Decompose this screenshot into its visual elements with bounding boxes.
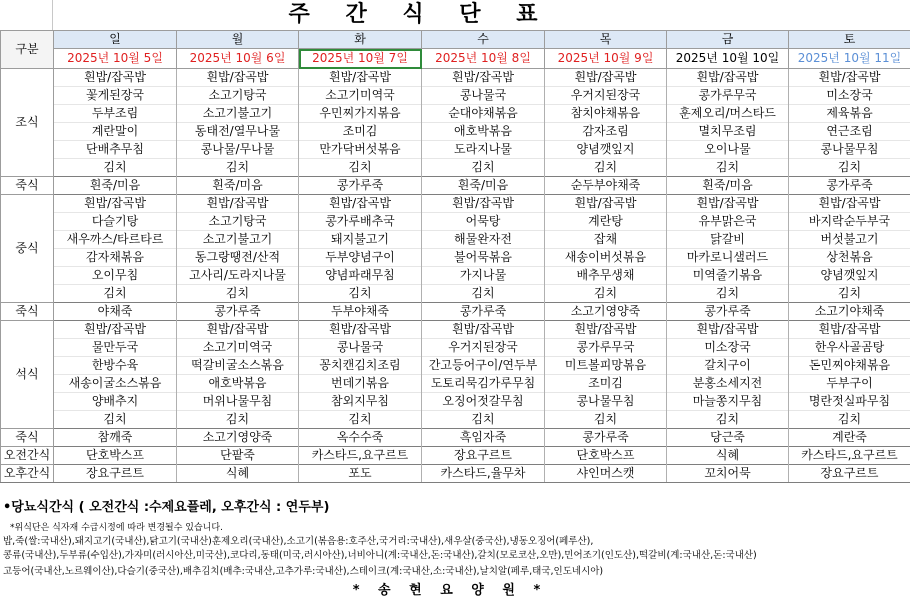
- menu-item: 미역줄기볶음: [667, 267, 789, 285]
- menu-item: 김치: [177, 411, 299, 429]
- meal-category: 석식: [1, 321, 54, 429]
- menu-item: 식혜: [667, 447, 789, 465]
- menu-item: 장요구르트: [789, 465, 910, 483]
- menu-item: 불어묵볶음: [422, 249, 545, 267]
- menu-item: 배추무생채: [545, 267, 667, 285]
- menu-item: 김치: [789, 411, 910, 429]
- menu-item: 연근조림: [789, 123, 910, 141]
- menu-item: 당근죽: [667, 429, 789, 447]
- menu-item: 마늘쫑지무침: [667, 393, 789, 411]
- menu-item: 조미김: [545, 375, 667, 393]
- menu-item: 단호박스프: [545, 447, 667, 465]
- menu-item: 양념파래무침: [299, 267, 422, 285]
- menu-item: 오이나물: [667, 141, 789, 159]
- menu-item: 동그랑땡전/산적: [177, 249, 299, 267]
- menu-item: 콩나물국: [299, 339, 422, 357]
- change-disclaimer: *위식단은 식자재 수급시정에 따라 변경될수 있습니다.: [10, 523, 223, 533]
- menu-item: 미트볼피망볶음: [545, 357, 667, 375]
- menu-row: [1, 69, 910, 87]
- menu-item: 흰밥/잡곡밥: [422, 195, 545, 213]
- menu-item: 김치: [54, 159, 177, 177]
- title-left-cell: [0, 0, 53, 30]
- menu-row: [1, 357, 910, 375]
- menu-item: 명란젓실파무침: [789, 393, 910, 411]
- menu-item: 멸치무조림: [667, 123, 789, 141]
- menu-body: [1, 69, 910, 483]
- menu-item: 흰밥/잡곡밥: [177, 69, 299, 87]
- date-fri: 2025년 10월 10일: [667, 49, 789, 69]
- menu-item: 감자채볶음: [54, 249, 177, 267]
- menu-item: 다슬기탕: [54, 213, 177, 231]
- menu-item: 가지나물: [422, 267, 545, 285]
- menu-item: 흰밥/잡곡밥: [177, 195, 299, 213]
- menu-item: 흰밥/잡곡밥: [789, 321, 910, 339]
- menu-item: 김치: [667, 411, 789, 429]
- date-sat: 2025년 10월 11일: [789, 49, 910, 69]
- menu-row: [1, 393, 910, 411]
- day-name-sun: 일: [54, 31, 177, 49]
- menu-item: 카스타드,요구르트: [789, 447, 910, 465]
- menu-item: 흰밥/잡곡밥: [545, 69, 667, 87]
- menu-item: 김치: [545, 411, 667, 429]
- menu-item: 흰밥/잡곡밥: [54, 195, 177, 213]
- menu-item: 콩가루죽: [422, 303, 545, 321]
- menu-item: 오징어젓갈무침: [422, 393, 545, 411]
- menu-row: [1, 159, 910, 177]
- menu-item: 감자조림: [545, 123, 667, 141]
- menu-item: 흰밥/잡곡밥: [545, 195, 667, 213]
- menu-item: 참치야채볶음: [545, 105, 667, 123]
- menu-row: [1, 87, 910, 105]
- menu-item: 분홍소세지전: [667, 375, 789, 393]
- meal-category: 죽식: [1, 303, 54, 321]
- menu-item: 만가닥버섯볶음: [299, 141, 422, 159]
- date-tue: 2025년 10월 7일: [299, 49, 422, 69]
- menu-item: 꽃게된장국: [54, 87, 177, 105]
- menu-item: 꼬치어묵: [667, 465, 789, 483]
- menu-item: 새우까스/타르타르: [54, 231, 177, 249]
- menu-item: 김치: [299, 285, 422, 303]
- menu-item: 김치: [299, 159, 422, 177]
- menu-item: 갈치구이: [667, 357, 789, 375]
- menu-item: 흰밥/잡곡밥: [177, 321, 299, 339]
- menu-item: 흰죽/미음: [177, 177, 299, 195]
- menu-item: 도라지나물: [422, 141, 545, 159]
- menu-item: 소고기미역국: [299, 87, 422, 105]
- menu-row: [1, 267, 910, 285]
- menu-item: 양념깻잎지: [545, 141, 667, 159]
- menu-item: 애호박볶음: [422, 123, 545, 141]
- menu-table: [0, 30, 910, 483]
- day-name-tue: 화: [299, 31, 422, 49]
- menu-item: 단팥죽: [177, 447, 299, 465]
- menu-item: 우거지된장국: [422, 339, 545, 357]
- menu-item: 우민찌가지볶음: [299, 105, 422, 123]
- menu-item: 꽁치캔김치조림: [299, 357, 422, 375]
- menu-item: 미소장국: [667, 339, 789, 357]
- menu-item: 잡채: [545, 231, 667, 249]
- menu-row: [1, 141, 910, 159]
- menu-item: 오이무침: [54, 267, 177, 285]
- menu-item: 김치: [667, 159, 789, 177]
- menu-item: 조미김: [299, 123, 422, 141]
- menu-item: 콩가루죽: [545, 429, 667, 447]
- menu-item: 두부조림: [54, 105, 177, 123]
- origin-line-1: 밥,죽(쌀:국내산),돼지고기(국내산),닭고기(국내산)훈제오리(국내산),소고기(볶음용:호주산,국거리:국내산),새우살(중국산),냉동오징어(페루산),: [3, 536, 594, 547]
- menu-item: 콩나물무침: [545, 393, 667, 411]
- menu-row: [1, 285, 910, 303]
- menu-item: 양념깻잎지: [789, 267, 910, 285]
- menu-item: 흰밥/잡곡밥: [667, 69, 789, 87]
- date-thu: 2025년 10월 9일: [545, 49, 667, 69]
- menu-item: 돈민찌야채볶음: [789, 357, 910, 375]
- menu-item: 콩가루무국: [545, 339, 667, 357]
- menu-item: 식혜: [177, 465, 299, 483]
- diabetic-snack-note: •당뇨식간식 ( 오전간식 :수제요플레, 오후간식 : 연두부): [3, 500, 330, 515]
- date-wed: 2025년 10월 8일: [422, 49, 545, 69]
- menu-item: 두부야채죽: [299, 303, 422, 321]
- menu-item: 계란말이: [54, 123, 177, 141]
- menu-item: 소고기불고기: [177, 105, 299, 123]
- menu-item: 단호박스프: [54, 447, 177, 465]
- menu-item: 콩나물/무나물: [177, 141, 299, 159]
- menu-item: 콩가루죽: [177, 303, 299, 321]
- date-mon: 2025년 10월 6일: [177, 49, 299, 69]
- menu-item: 간고등어구이/연두부: [422, 357, 545, 375]
- menu-row: [1, 321, 910, 339]
- menu-item: 떡갈비굴소스볶음: [177, 357, 299, 375]
- day-header-row: [1, 31, 910, 49]
- menu-item: 김치: [667, 285, 789, 303]
- menu-item: 흰밥/잡곡밥: [789, 69, 910, 87]
- menu-item: 샤인머스캣: [545, 465, 667, 483]
- menu-row: [1, 429, 910, 447]
- menu-item: 김치: [54, 285, 177, 303]
- menu-item: 양배추지: [54, 393, 177, 411]
- menu-item: 단배추무침: [54, 141, 177, 159]
- menu-row: [1, 105, 910, 123]
- menu-item: 포도: [299, 465, 422, 483]
- menu-item: 콩가루배추국: [299, 213, 422, 231]
- menu-item: 애호박볶음: [177, 375, 299, 393]
- menu-item: 참외지무침: [299, 393, 422, 411]
- day-name-sat: 토: [789, 31, 910, 49]
- menu-item: 콩나물무침: [789, 141, 910, 159]
- menu-item: 장요구르트: [422, 447, 545, 465]
- menu-row: [1, 213, 910, 231]
- menu-row: [1, 465, 910, 483]
- meal-category: 죽식: [1, 177, 54, 195]
- menu-item: 소고기탕국: [177, 87, 299, 105]
- meal-category: 중식: [1, 195, 54, 303]
- menu-item: 흰밥/잡곡밥: [545, 321, 667, 339]
- menu-item: 김치: [422, 411, 545, 429]
- menu-item: 콩가루무국: [667, 87, 789, 105]
- menu-item: 흑임자죽: [422, 429, 545, 447]
- menu-item: 김치: [789, 159, 910, 177]
- menu-item: 새송이버섯볶음: [545, 249, 667, 267]
- menu-item: 소고기불고기: [177, 231, 299, 249]
- menu-item: 흰밥/잡곡밥: [299, 321, 422, 339]
- menu-item: 머위나물무침: [177, 393, 299, 411]
- origin-line-3: 고등어(국내산,노르웨이산),다슬기(중국산),배추김치(배추:국내산,고추가루:국내산),스테이크(계:국내산,소:국내산),날치알(페루,태국,인도네시아): [3, 566, 604, 577]
- menu-item: 훈제오리/머스타드: [667, 105, 789, 123]
- menu-item: 카스타드,요구르트: [299, 447, 422, 465]
- menu-item: 우거지된장국: [545, 87, 667, 105]
- menu-row: [1, 339, 910, 357]
- menu-item: 콩나물국: [422, 87, 545, 105]
- menu-item: 김치: [299, 411, 422, 429]
- menu-item: 흰밥/잡곡밥: [54, 69, 177, 87]
- menu-item: 흰죽/미음: [667, 177, 789, 195]
- menu-row: [1, 231, 910, 249]
- gubun-header: 구분: [1, 31, 54, 69]
- menu-item: 한우사골곰탕: [789, 339, 910, 357]
- menu-item: 옥수수죽: [299, 429, 422, 447]
- menu-item: 물만두국: [54, 339, 177, 357]
- menu-item: 새송이굴소스볶음: [54, 375, 177, 393]
- date-header-row: [1, 49, 910, 69]
- menu-row: [1, 249, 910, 267]
- menu-item: 마카로니샐러드: [667, 249, 789, 267]
- menu-item: 흰밥/잡곡밥: [54, 321, 177, 339]
- menu-item: 콩가루죽: [299, 177, 422, 195]
- menu-item: 흰밥/잡곡밥: [667, 195, 789, 213]
- menu-item: 김치: [177, 159, 299, 177]
- menu-item: 소고기영양죽: [545, 303, 667, 321]
- menu-item: 콩가루죽: [789, 177, 910, 195]
- facility-name: * 송 현 요 양 원 *: [352, 583, 548, 598]
- menu-item: 김치: [789, 285, 910, 303]
- menu-item: 해물완자전: [422, 231, 545, 249]
- meal-category: 조식: [1, 69, 54, 177]
- menu-item: 흰밥/잡곡밥: [667, 321, 789, 339]
- menu-item: 돼지불고기: [299, 231, 422, 249]
- menu-item: 흰밥/잡곡밥: [422, 69, 545, 87]
- menu-item: 김치: [177, 285, 299, 303]
- menu-row: [1, 375, 910, 393]
- menu-item: 순대야채볶음: [422, 105, 545, 123]
- menu-item: 계란죽: [789, 429, 910, 447]
- menu-item: 어묵탕: [422, 213, 545, 231]
- meal-category: 죽식: [1, 429, 54, 447]
- menu-item: 야채죽: [54, 303, 177, 321]
- menu-item: 소고기야채죽: [789, 303, 910, 321]
- menu-row: [1, 447, 910, 465]
- menu-item: 번데기볶음: [299, 375, 422, 393]
- meal-category: 오전간식: [1, 447, 54, 465]
- menu-item: 흰밥/잡곡밥: [299, 195, 422, 213]
- menu-item: 김치: [545, 159, 667, 177]
- menu-item: 닭갈비: [667, 231, 789, 249]
- day-name-thu: 목: [545, 31, 667, 49]
- menu-item: 장요구르트: [54, 465, 177, 483]
- menu-item: 고사리/도라지나물: [177, 267, 299, 285]
- menu-item: 순두부야채죽: [545, 177, 667, 195]
- menu-item: 흰죽/미음: [54, 177, 177, 195]
- page-title: 주 간 식 단 표: [288, 2, 552, 27]
- menu-item: 미소장국: [789, 87, 910, 105]
- menu-item: 계란탕: [545, 213, 667, 231]
- title-row: [0, 0, 910, 30]
- menu-item: 한방수육: [54, 357, 177, 375]
- menu-item: 흰밥/잡곡밥: [422, 321, 545, 339]
- menu-item: 카스타드,율무차: [422, 465, 545, 483]
- menu-item: 흰죽/미음: [422, 177, 545, 195]
- menu-row: [1, 411, 910, 429]
- menu-item: 유부맑은국: [667, 213, 789, 231]
- menu-row: [1, 123, 910, 141]
- menu-item: 소고기영양죽: [177, 429, 299, 447]
- menu-item: 소고기미역국: [177, 339, 299, 357]
- meal-category: 오후간식: [1, 465, 54, 483]
- day-name-mon: 월: [177, 31, 299, 49]
- menu-row: [1, 177, 910, 195]
- menu-item: 흰밥/잡곡밥: [789, 195, 910, 213]
- menu-item: 동태전/열무나물: [177, 123, 299, 141]
- origin-line-2: 콩류(국내산),두부류(수입산),가자미(러시아산,미국산),코다리,동태(미국,러시아산),너비아니(계:국내산,돈:국내산),갈치(모로코산,오만),민어조기(인도산),떡갈비(계:국내산,돈:국내산): [3, 550, 757, 561]
- menu-row: [1, 195, 910, 213]
- menu-item: 콩가루죽: [667, 303, 789, 321]
- menu-item: 두부양념구이: [299, 249, 422, 267]
- date-sun: 2025년 10월 5일: [54, 49, 177, 69]
- menu-item: 김치: [54, 411, 177, 429]
- menu-item: 버섯불고기: [789, 231, 910, 249]
- menu-item: 김치: [422, 285, 545, 303]
- menu-item: 참깨죽: [54, 429, 177, 447]
- menu-item: 흰밥/잡곡밥: [299, 69, 422, 87]
- menu-row: [1, 303, 910, 321]
- day-name-wed: 수: [422, 31, 545, 49]
- menu-item: 소고기탕국: [177, 213, 299, 231]
- menu-item: 도토리묵김가루무침: [422, 375, 545, 393]
- menu-item: 김치: [422, 159, 545, 177]
- day-name-fri: 금: [667, 31, 789, 49]
- menu-item: 상천볶음: [789, 249, 910, 267]
- menu-item: 두부구이: [789, 375, 910, 393]
- menu-item: 김치: [545, 285, 667, 303]
- menu-item: 제육볶음: [789, 105, 910, 123]
- menu-item: 바지락순두부국: [789, 213, 910, 231]
